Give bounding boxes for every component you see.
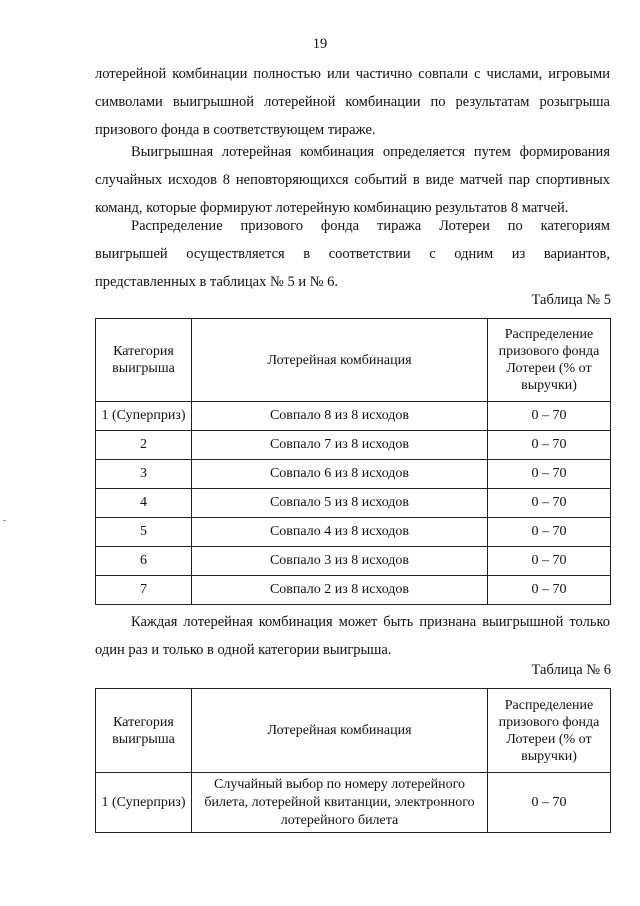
table-row <box>96 431 611 460</box>
header-distribution: Распределение призового фонда Лотереи (% от выручки) <box>488 319 611 402</box>
paragraph-line: призового фонда в соответствующем тираже. <box>95 122 376 138</box>
paragraph-4 <box>95 608 610 664</box>
cell-combination: Совпало 8 из 8 исходов <box>192 402 488 431</box>
cell-distribution: 0 – 70 <box>488 460 611 489</box>
cell-category: 2 <box>96 431 192 460</box>
paragraph-line: символами выигрышной лотерейной комбинации по результатам розыгрыша <box>95 94 610 110</box>
cell-category: 5 <box>96 518 192 547</box>
cell-combination: Совпало 7 из 8 исходов <box>192 431 488 460</box>
table-row <box>96 489 611 518</box>
prize-distribution-table-5 <box>95 318 611 605</box>
paragraph-3 <box>95 212 610 296</box>
paragraph-line: один раз и только в одной категории выигрыша. <box>95 642 392 658</box>
cell-combination: Совпало 6 из 8 исходов <box>192 460 488 489</box>
cell-distribution: 0 – 70 <box>488 402 611 431</box>
cell-distribution: 0 – 70 <box>488 547 611 576</box>
cell-category: 7 <box>96 576 192 605</box>
header-distribution: Распределение призового фонда Лотереи (% от выручки) <box>488 689 611 773</box>
table-header-row <box>96 319 611 402</box>
cell-combination: Совпало 4 из 8 исходов <box>192 518 488 547</box>
cell-combination: Совпало 3 из 8 исходов <box>192 547 488 576</box>
cell-category: 1 (Суперприз) <box>96 773 192 833</box>
table-row <box>96 547 611 576</box>
table-header-row <box>96 689 611 773</box>
paragraph-line: команд, которые формируют лотерейную комбинацию результатов 8 матчей. <box>95 200 569 216</box>
cell-distribution: 0 – 70 <box>488 773 611 833</box>
cell-category: 4 <box>96 489 192 518</box>
paragraph-line: случайных исходов 8 неповторяющихся событий в виде матчей пар спортивных <box>95 172 610 188</box>
cell-category: 3 <box>96 460 192 489</box>
header-category: Категория выигрыша <box>96 689 192 773</box>
header-combination: Лотерейная комбинация <box>192 689 488 773</box>
table-row <box>96 773 611 833</box>
paragraph-line: лотерейной комбинации полностью или частично совпали с числами, игровыми <box>95 66 610 82</box>
cell-distribution: 0 – 70 <box>488 489 611 518</box>
prize-distribution-table-6 <box>95 688 611 833</box>
paragraph-1 <box>95 60 610 144</box>
cell-distribution: 0 – 70 <box>488 576 611 605</box>
table-row <box>96 402 611 431</box>
table-row <box>96 460 611 489</box>
header-category: Категория выигрыша <box>96 319 192 402</box>
paragraph-line: Каждая лотерейная комбинация может быть признана выигрышной только <box>131 614 610 630</box>
header-combination: Лотерейная комбинация <box>192 319 488 402</box>
paragraph-line: Распределение призового фонда тиража Лотереи по категориям <box>131 218 610 234</box>
table-row <box>96 518 611 547</box>
cell-distribution: 0 – 70 <box>488 518 611 547</box>
table-5-caption: Таблица № 5 <box>531 292 611 308</box>
paragraph-2 <box>95 138 610 222</box>
cell-category: 6 <box>96 547 192 576</box>
paragraph-line: выигрышей осуществляется в соответствии с одним из вариантов, <box>95 246 610 262</box>
cell-combination: Случайный выбор по номеру лотерейного билета, лотерейной квитанции, электронного лотерейного билета <box>192 773 488 833</box>
table-6-caption: Таблица № 6 <box>531 662 611 678</box>
paragraph-line: Выигрышная лотерейная комбинация определяется путем формирования <box>131 144 610 160</box>
cell-category: 1 (Суперприз) <box>96 402 192 431</box>
cell-combination: Совпало 2 из 8 исходов <box>192 576 488 605</box>
table-row <box>96 576 611 605</box>
cell-combination: Совпало 5 из 8 исходов <box>192 489 488 518</box>
scan-margin-mark <box>3 520 6 521</box>
cell-distribution: 0 – 70 <box>488 431 611 460</box>
paragraph-line: представленных в таблицах № 5 и № 6. <box>95 274 339 290</box>
page-number: 19 <box>312 36 328 52</box>
